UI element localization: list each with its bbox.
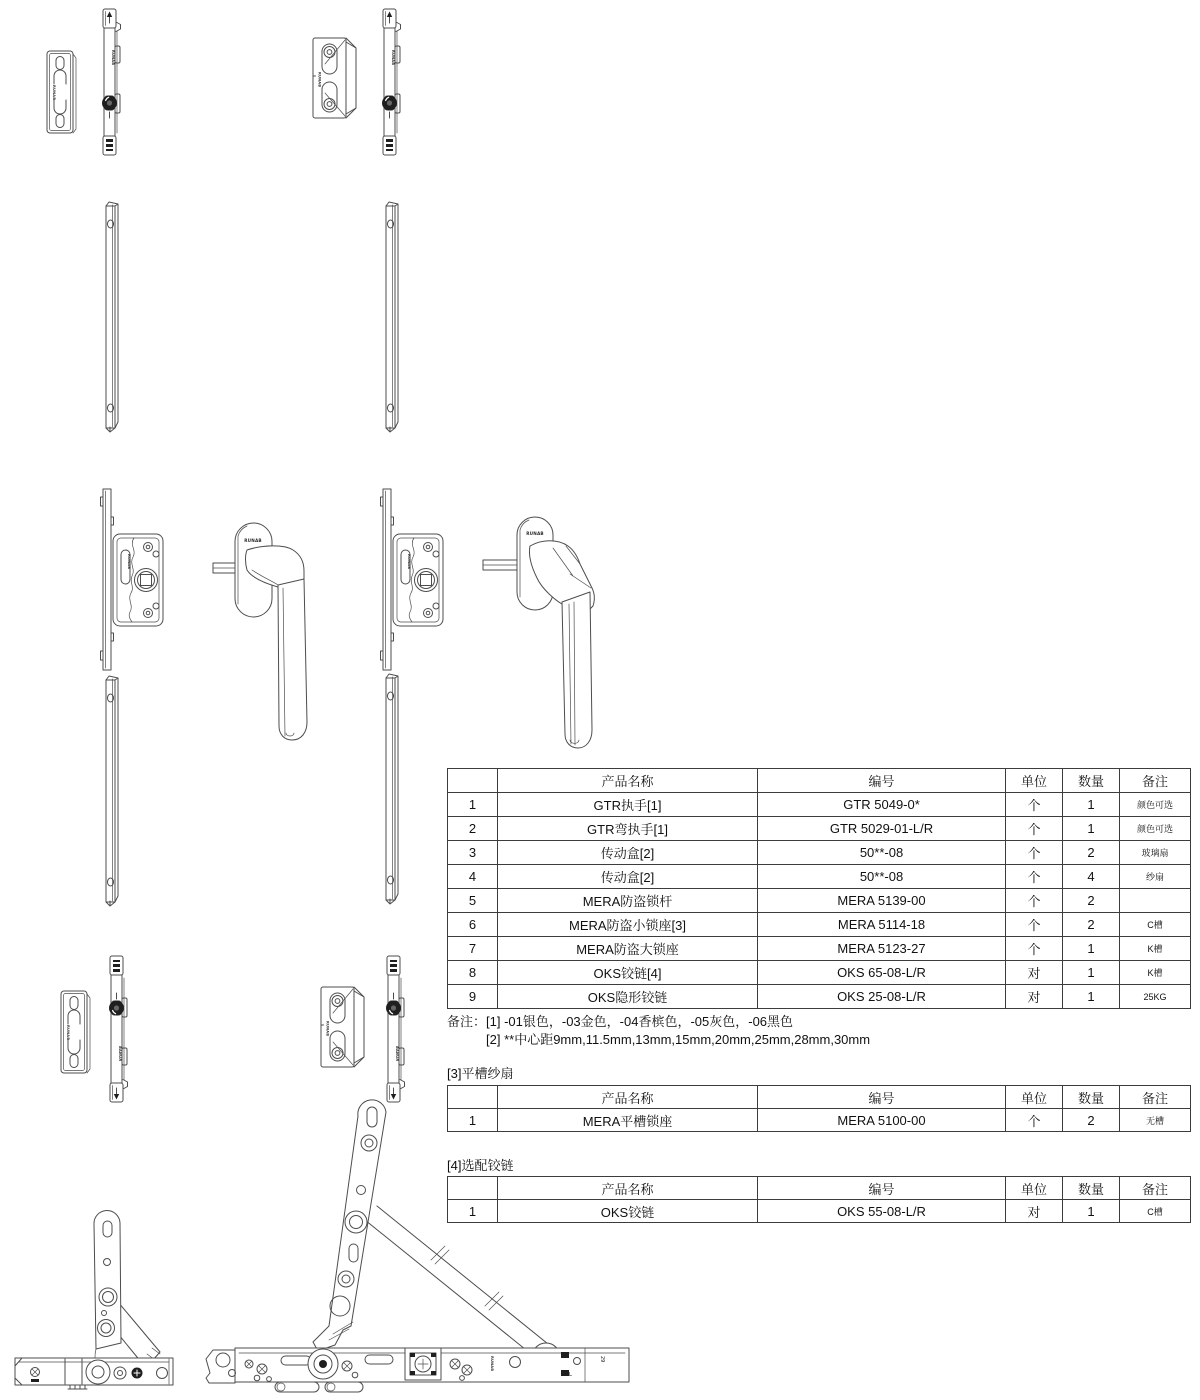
note-line-1: [1] -01银色，-03金色，-04香槟色，-05灰色，-06黑色 [486, 1014, 794, 1029]
table-cell: 3 [448, 841, 498, 865]
table-cell: MERA防盗大锁座 [498, 937, 758, 961]
drawing-gearbox-right [380, 487, 446, 672]
table-cell: 传动盒[2] [498, 865, 758, 889]
table-cell: 1 [448, 793, 498, 817]
table-row [448, 937, 1191, 961]
parts-table-screen-sash [447, 1085, 1191, 1132]
table-cell: MERA 5139-00 [758, 889, 1006, 913]
header-row [448, 1177, 1191, 1200]
section-label-screen-sash: [3]平槽纱扇 [447, 1066, 514, 1081]
table-cell: 个 [1006, 937, 1063, 961]
table-cell: 颜色可选 [1120, 793, 1191, 817]
table-row [448, 1200, 1191, 1223]
table-cell: OKS铰链[4] [498, 961, 758, 985]
table-row [448, 985, 1191, 1009]
table-cell: K槽 [1120, 961, 1191, 985]
column-header: 备注 [1120, 1177, 1191, 1200]
table-row [448, 1109, 1191, 1132]
table-row [448, 961, 1191, 985]
column-header: 单位 [1006, 1086, 1063, 1109]
table-cell: 6 [448, 913, 498, 937]
table-cell: 对 [1006, 985, 1063, 1009]
drawing-keeper-plate-small-bottom [60, 990, 92, 1074]
table-cell: OKS隐形铰链 [498, 985, 758, 1009]
table-cell: OKS铰链 [498, 1200, 758, 1223]
table-cell: 个 [1006, 1109, 1063, 1132]
column-header: 单位 [1006, 1177, 1063, 1200]
table-cell: 1 [1063, 1200, 1120, 1223]
drawing-gearbox-left [100, 487, 166, 672]
column-header: 产品名称 [498, 1086, 758, 1109]
table-cell: MERA防盗锁杆 [498, 889, 758, 913]
table-row [448, 841, 1191, 865]
table-cell: K槽 [1120, 937, 1191, 961]
drawing-lock-bar-1 [102, 198, 124, 436]
column-header: 产品名称 [498, 1177, 758, 1200]
table-cell: 1 [1063, 817, 1120, 841]
table-row [448, 817, 1191, 841]
header-row [448, 769, 1191, 793]
table-cell: 4 [448, 865, 498, 889]
drawing-lock-rail-bottom-right [381, 955, 409, 1103]
table-cell: 个 [1006, 865, 1063, 889]
table-cell: 1 [1063, 937, 1120, 961]
table-cell: 25KG [1120, 985, 1191, 1009]
table-cell: 传动盒[2] [498, 841, 758, 865]
table-cell: 1 [448, 1200, 498, 1223]
table-cell: 个 [1006, 841, 1063, 865]
table-cell: OKS 25-08-L/R [758, 985, 1006, 1009]
table-cell: MERA 5123-27 [758, 937, 1006, 961]
notes-block [447, 1013, 870, 1049]
table-cell: 9 [448, 985, 498, 1009]
table-cell: 1 [1063, 793, 1120, 817]
table-cell: 2 [1063, 913, 1120, 937]
table-cell: 8 [448, 961, 498, 985]
table-cell: C槽 [1120, 1200, 1191, 1223]
table-cell: C槽 [1120, 913, 1191, 937]
column-header [448, 769, 498, 793]
table-cell: MERA防盗小锁座[3] [498, 913, 758, 937]
table-cell: 2 [1063, 841, 1120, 865]
drawing-keeper-block-large-top [312, 36, 358, 120]
table-cell: 颜色可选 [1120, 817, 1191, 841]
table-cell: GTR弯执手[1] [498, 817, 758, 841]
table-cell: 5 [448, 889, 498, 913]
table-cell: MERA平槽锁座 [498, 1109, 758, 1132]
column-header: 备注 [1120, 769, 1191, 793]
table-row [448, 865, 1191, 889]
table-cell: MERA 5114-18 [758, 913, 1006, 937]
table-cell: 个 [1006, 817, 1063, 841]
table-cell: 7 [448, 937, 498, 961]
table-row [448, 913, 1191, 937]
drawing-hinge-folded [14, 1208, 232, 1394]
table-cell: 个 [1006, 889, 1063, 913]
drawing-hinge-extended [205, 1098, 645, 1394]
table-cell [1120, 889, 1191, 913]
table-cell: 2 [448, 817, 498, 841]
table-cell: 1 [448, 1109, 498, 1132]
drawing-lock-bar-4 [382, 670, 404, 908]
column-header: 产品名称 [498, 769, 758, 793]
drawing-lock-bar-2 [382, 198, 404, 436]
table-cell: 个 [1006, 913, 1063, 937]
table-cell: 50**-08 [758, 865, 1006, 889]
column-header: 备注 [1120, 1086, 1191, 1109]
table-cell: OKS 55-08-L/R [758, 1200, 1006, 1223]
section-label-optional-hinge: [4]选配铰链 [447, 1158, 514, 1173]
table-row [448, 889, 1191, 913]
column-header: 数量 [1063, 1086, 1120, 1109]
table-cell: 玻璃扇 [1120, 841, 1191, 865]
header-row [448, 1086, 1191, 1109]
column-header: 数量 [1063, 1177, 1120, 1200]
table-cell: 50**-08 [758, 841, 1006, 865]
column-header: 单位 [1006, 769, 1063, 793]
table-cell: GTR执手[1] [498, 793, 758, 817]
table-cell: 对 [1006, 961, 1063, 985]
table-cell: 4 [1063, 865, 1120, 889]
drawing-handle-bent [482, 512, 608, 760]
table-cell: 纱扇 [1120, 865, 1191, 889]
parts-table-main [447, 768, 1191, 1009]
column-header: 数量 [1063, 769, 1120, 793]
table-cell: 对 [1006, 1200, 1063, 1223]
column-header [448, 1177, 498, 1200]
note-line-2: [2] **中心距9mm,11.5mm,13mm,15mm,20mm,25mm,28mm,30mm [486, 1032, 871, 1047]
parts-table-optional-hinge [447, 1176, 1191, 1223]
drawing-keeper-block-large-bottom [320, 985, 366, 1069]
notes-prefix: 备注： [447, 1014, 487, 1029]
drawing-handle-straight [212, 512, 312, 760]
table-cell: 1 [1063, 961, 1120, 985]
table-cell: GTR 5049-0* [758, 793, 1006, 817]
table-cell: 2 [1063, 889, 1120, 913]
table-cell: 2 [1063, 1109, 1120, 1132]
drawing-lock-rail-bottom-left [104, 955, 132, 1103]
table-row [448, 793, 1191, 817]
drawing-lock-bar-3 [102, 672, 124, 910]
table-cell: 1 [1063, 985, 1120, 1009]
table-cell: GTR 5029-01-L/R [758, 817, 1006, 841]
table-cell: 个 [1006, 793, 1063, 817]
table-cell: MERA 5100-00 [758, 1109, 1006, 1132]
drawing-keeper-plate-small-top [46, 50, 78, 134]
table-cell: 无槽 [1120, 1109, 1191, 1132]
drawing-lock-rail-top-right [377, 8, 405, 156]
column-header: 编号 [758, 1177, 1006, 1200]
column-header: 编号 [758, 1086, 1006, 1109]
column-header: 编号 [758, 769, 1006, 793]
drawing-lock-rail-top-left [97, 8, 125, 156]
table-cell: OKS 65-08-L/R [758, 961, 1006, 985]
column-header [448, 1086, 498, 1109]
